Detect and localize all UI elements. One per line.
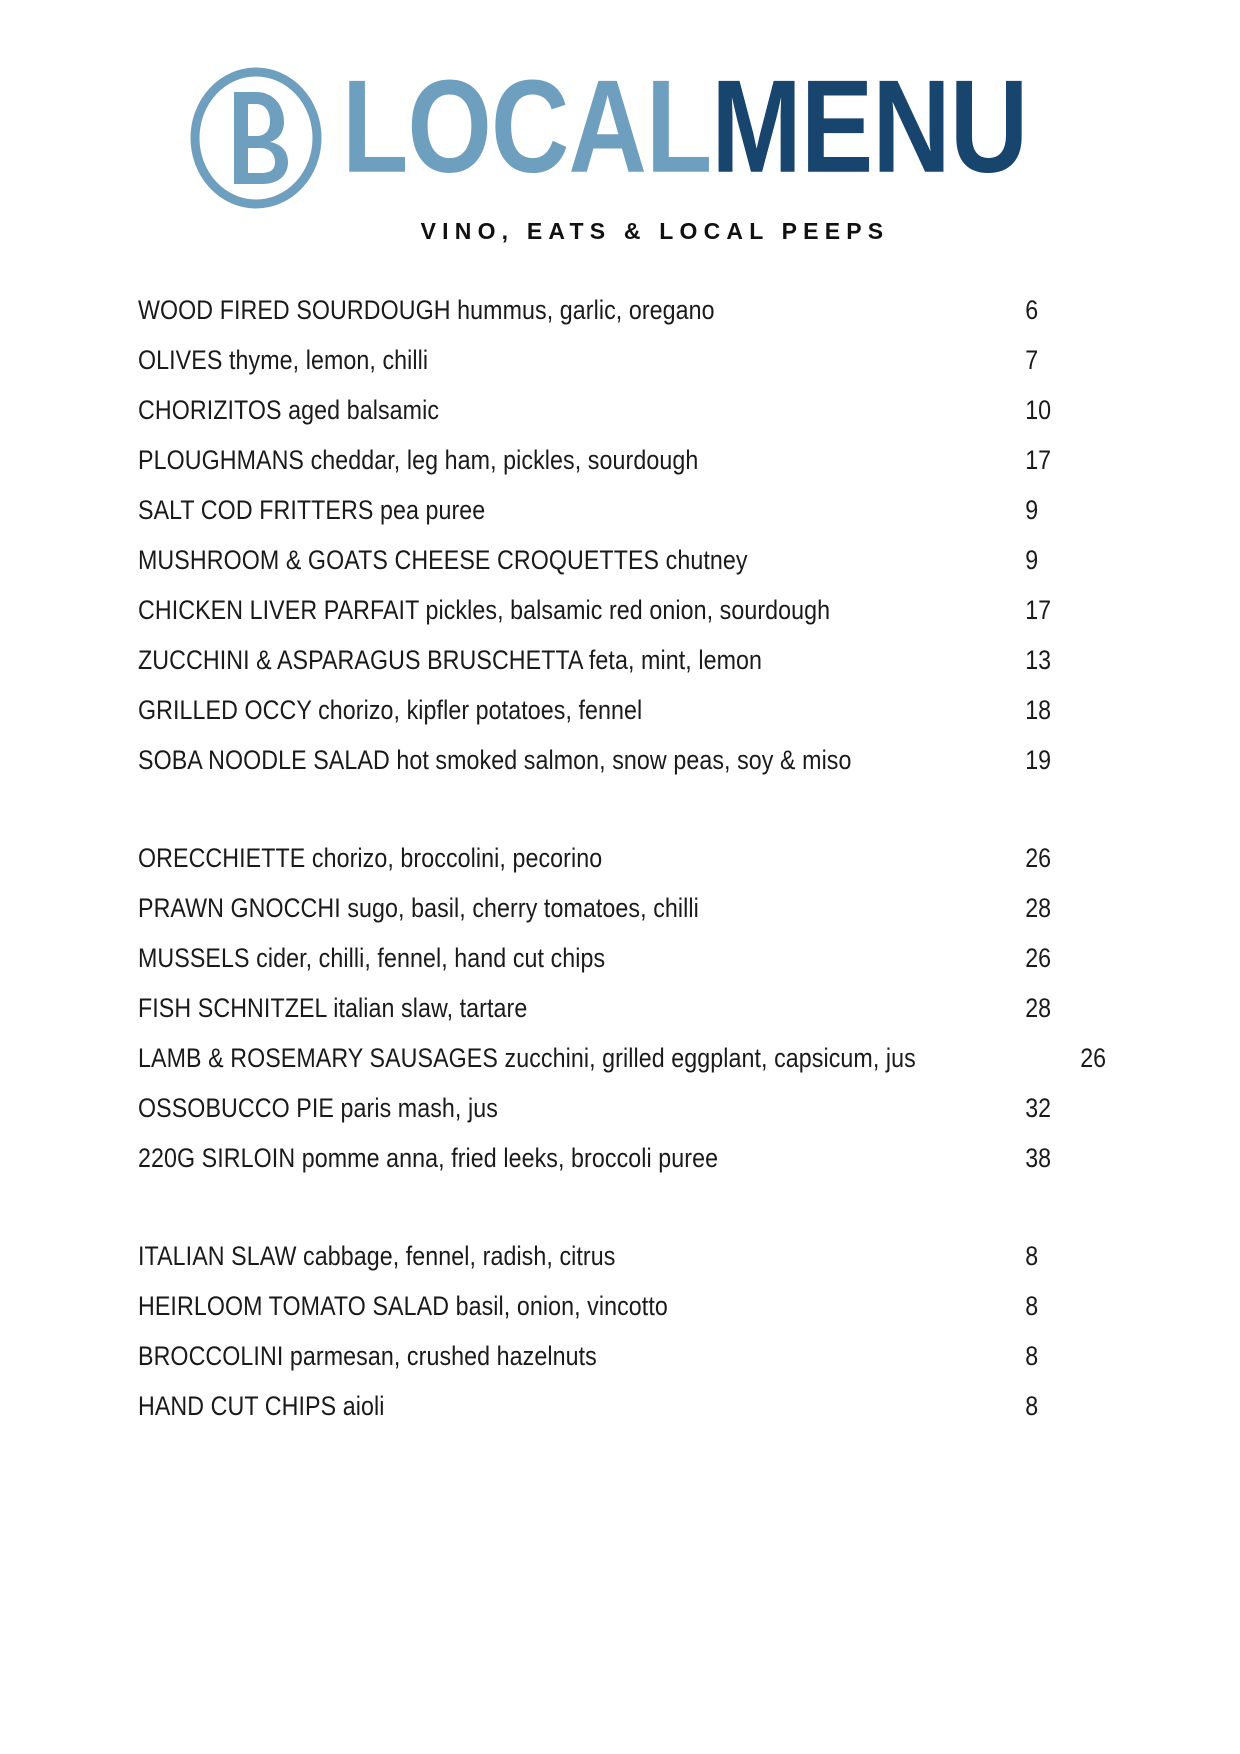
menu-item-name: PRAWN GNOCCHI	[138, 893, 341, 923]
menu-item-description: sugo, basil, cherry tomatoes, chilli	[347, 893, 699, 923]
menu-item-description: basil, onion, vincotto	[455, 1291, 668, 1321]
menu-item-description: paris mash, jus	[340, 1093, 498, 1123]
menu-item-name: LAMB & ROSEMARY SAUSAGES	[138, 1043, 498, 1073]
menu-item-price-cell	[988, 397, 1108, 424]
menu-item-price-cell	[988, 1145, 1108, 1172]
menu-row	[138, 447, 1108, 497]
menu-row	[138, 945, 1108, 995]
menu-item-text	[138, 597, 830, 624]
menu-row	[138, 297, 1108, 347]
menu-item-text	[138, 1045, 916, 1072]
menu-item-text	[138, 895, 699, 922]
menu-item-price-cell	[988, 547, 1108, 574]
menu-item-text	[138, 697, 642, 724]
menu-item-text	[138, 1243, 615, 1270]
menu-item-name: SOBA NOODLE SALAD	[138, 745, 390, 775]
menu-item-price-cell	[988, 697, 1108, 724]
menu-row	[138, 547, 1108, 597]
wordmark	[341, 52, 1028, 201]
menu-item-price-cell	[988, 447, 1108, 474]
menu-item-name: ZUCCHINI & ASPARAGUS BRUSCHETTA	[138, 645, 583, 675]
menu-item-price: 9	[1025, 545, 1039, 575]
menu-item-name: OSSOBUCCO PIE	[138, 1093, 334, 1123]
menu-item-name: BROCCOLINI	[138, 1341, 284, 1371]
menu-item-text	[138, 1145, 718, 1172]
menu-item-price-cell	[988, 1293, 1108, 1320]
menu-row	[138, 895, 1108, 945]
menu-row	[138, 1393, 1108, 1443]
menu-item-price-cell	[988, 845, 1108, 872]
menu-item-price: 26	[1025, 943, 1052, 973]
menu-row	[138, 597, 1108, 647]
menu-item-description: cider, chilli, fennel, hand cut chips	[256, 943, 606, 973]
menu-item-price: 17	[1025, 445, 1052, 475]
menu-item-name: ITALIAN SLAW	[138, 1241, 297, 1271]
menu-item-price: 26	[1079, 1043, 1106, 1073]
menu-item-text	[138, 297, 715, 324]
menu-row	[138, 347, 1108, 397]
menu-item-price-cell	[988, 497, 1108, 524]
menu-item-description: zucchini, grilled eggplant, capsicum, jus	[504, 1043, 916, 1073]
menu-section-mains	[138, 845, 1108, 1195]
wordmark-menu: MENU	[711, 52, 1028, 201]
menu-item-description: hot smoked salmon, snow peas, soy & miso	[396, 745, 852, 775]
menu-item-name: WOOD FIRED SOURDOUGH	[138, 295, 451, 325]
menu-item-price: 7	[1025, 345, 1039, 375]
menu-row	[138, 1243, 1108, 1293]
menu-section-sides	[138, 1243, 1108, 1443]
menu-item-price: 8	[1025, 1291, 1039, 1321]
menu-item-name: CHICKEN LIVER PARFAIT	[138, 595, 419, 625]
menu-item-name: ORECCHIETTE	[138, 843, 306, 873]
menu-item-price: 9	[1025, 495, 1039, 525]
menu-item-text	[138, 945, 605, 972]
menu-item-price: 28	[1025, 993, 1052, 1023]
menu-item-description: aioli	[342, 1391, 385, 1421]
menu-item-description: pea puree	[379, 495, 486, 525]
menu-item-text	[138, 547, 748, 574]
menu-item-text	[138, 647, 762, 674]
menu-item-price: 38	[1025, 1143, 1052, 1173]
menu-item-price: 8	[1025, 1341, 1039, 1371]
menu-item-text	[138, 995, 527, 1022]
menu-item-text	[138, 1343, 597, 1370]
menu-item-text	[138, 447, 698, 474]
menu-item-price-cell	[1043, 1045, 1163, 1072]
menu-item-description: italian slaw, tartare	[333, 993, 528, 1023]
menu-item-name: 220G SIRLOIN	[138, 1143, 296, 1173]
menu-item-description: pickles, balsamic red onion, sourdough	[425, 595, 831, 625]
menu-item-description: cheddar, leg ham, pickles, sourdough	[310, 445, 699, 475]
menu-item-price: 19	[1025, 745, 1052, 775]
menu-item-description: chorizo, kipfler potatoes, fennel	[318, 695, 643, 725]
menu-item-description: hummus, garlic, oregano	[457, 295, 715, 325]
menu-item-price: 26	[1025, 843, 1052, 873]
menu-item-price-cell	[988, 1343, 1108, 1370]
menu-row	[138, 1343, 1108, 1393]
menu-item-name: HEIRLOOM TOMATO SALAD	[138, 1291, 450, 1321]
menu-item-description: cabbage, fennel, radish, citrus	[302, 1241, 616, 1271]
menu-item-text	[138, 845, 602, 872]
menu-row	[138, 397, 1108, 447]
menu-item-description: feta, mint, lemon	[588, 645, 763, 675]
menu-item-price: 28	[1025, 893, 1052, 923]
menu-item-price: 10	[1025, 395, 1052, 425]
menu-item-price: 18	[1025, 695, 1052, 725]
menu-item-description: chorizo, broccolini, pecorino	[311, 843, 603, 873]
menu-item-price: 17	[1025, 595, 1052, 625]
menu-item-text	[138, 497, 485, 524]
menu-row	[138, 1095, 1108, 1145]
menu-body	[0, 297, 1240, 1443]
menu-item-price-cell	[988, 995, 1108, 1022]
brand-logo	[186, 52, 1048, 212]
brand-tagline: VINO, EATS & LOCAL PEEPS	[420, 218, 890, 244]
menu-item-price: 8	[1025, 1391, 1039, 1421]
menu-item-price: 6	[1025, 295, 1039, 325]
menu-item-name: FISH SCHNITZEL	[138, 993, 327, 1023]
menu-row	[138, 1145, 1108, 1195]
menu-item-text	[138, 397, 439, 424]
menu-item-price-cell	[988, 647, 1108, 674]
menu-item-description: parmesan, crushed hazelnuts	[289, 1341, 597, 1371]
menu-item-text	[138, 1393, 384, 1420]
menu-row	[138, 1045, 1108, 1095]
menu-item-price-cell	[988, 945, 1108, 972]
menu-item-name: OLIVES	[138, 345, 223, 375]
menu-row	[138, 995, 1108, 1045]
menu-item-description: thyme, lemon, chilli	[228, 345, 429, 375]
menu-section-small-plates	[138, 297, 1108, 797]
menu-item-price: 32	[1025, 1093, 1052, 1123]
menu-item-description: aged balsamic	[288, 395, 440, 425]
menu-item-description: pomme anna, fried leeks, broccoli puree	[301, 1143, 719, 1173]
menu-item-description: chutney	[665, 545, 748, 575]
menu-row	[138, 497, 1108, 547]
menu-item-price-cell	[988, 1393, 1108, 1420]
menu-item-name: MUSHROOM & GOATS CHEESE CROQUETTES	[138, 545, 660, 575]
menu-item-price: 13	[1025, 645, 1052, 675]
menu-item-name: CHORIZITOS	[138, 395, 289, 425]
menu-item-name: MUSSELS	[138, 943, 250, 973]
menu-item-name: GRILLED OCCY	[138, 695, 312, 725]
menu-row	[138, 647, 1108, 697]
wordmark-local: LOCAL	[341, 52, 712, 201]
menu-item-text	[138, 1095, 498, 1122]
b-circle-logo-icon	[186, 66, 326, 210]
menu-item-price: 8	[1025, 1241, 1039, 1271]
menu-item-price-cell	[988, 895, 1108, 922]
menu-item-price-cell	[988, 747, 1108, 774]
menu-row	[138, 845, 1108, 895]
menu-item-price-cell	[988, 297, 1108, 324]
menu-item-price-cell	[988, 1243, 1108, 1270]
menu-row	[138, 1293, 1108, 1343]
menu-header	[0, 0, 1240, 245]
menu-item-text	[138, 1293, 668, 1320]
menu-item-price-cell	[988, 1095, 1108, 1122]
menu-item-name: SALT COD FRITTERS	[138, 495, 374, 525]
menu-item-price-cell	[988, 597, 1108, 624]
menu-item-name: PLOUGHMANS	[138, 445, 305, 475]
menu-item-text	[138, 747, 852, 774]
menu-item-price-cell	[988, 347, 1108, 374]
menu-item-text	[138, 347, 428, 374]
menu-row	[138, 747, 1108, 797]
menu-row	[138, 697, 1108, 747]
menu-item-name: HAND CUT CHIPS	[138, 1391, 343, 1421]
